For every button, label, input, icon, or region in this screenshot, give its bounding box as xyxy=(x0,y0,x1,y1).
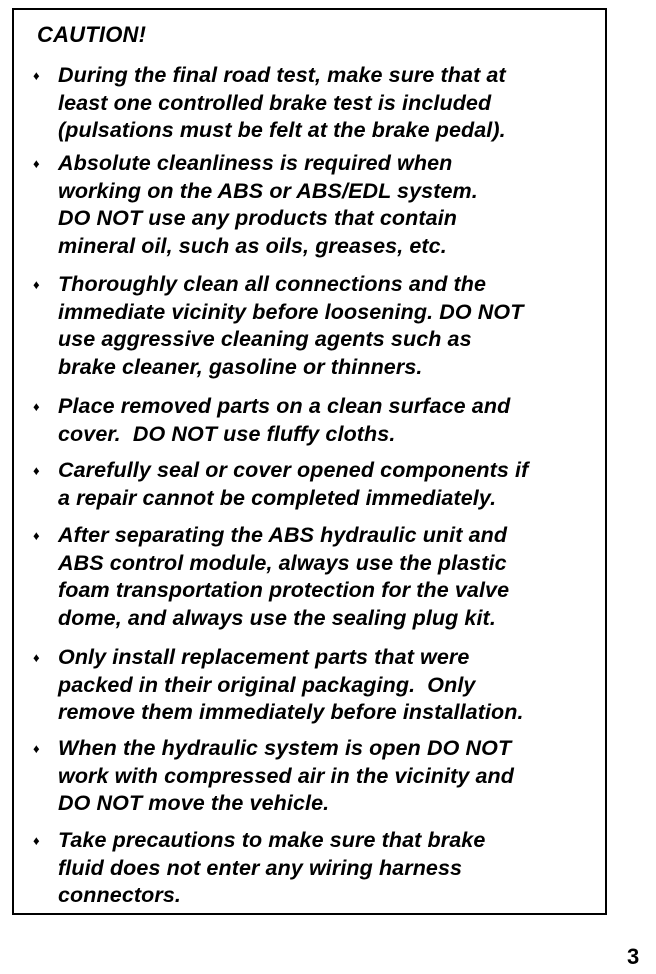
caution-item-text: Thoroughly clean all connections and the immediate vicinity before loosening. DO NOT use aggressive cleaning agents such as brake cleaner, gasoline or thinners. xyxy=(58,272,524,379)
caution-item-text: After separating the ABS hydraulic unit and ABS control module, always use the plastic foam transportation protection for the valve dome, and always use the sealing plug kit. xyxy=(58,523,510,630)
caution-item-text: Absolute cleanliness is required when working on the ABS or ABS/EDL system. DO NOT use any products that contain mineral oil, such as oils, greases, etc. xyxy=(58,151,478,258)
bullet-diamond-icon: ♦ xyxy=(33,68,40,83)
bullet-diamond-icon: ♦ xyxy=(33,399,40,414)
page-number: 3 xyxy=(627,944,640,969)
bullet-diamond-icon: ♦ xyxy=(33,156,40,171)
bullet-diamond-icon: ♦ xyxy=(33,650,40,665)
caution-box xyxy=(12,8,607,915)
caution-title: CAUTION! xyxy=(37,22,147,47)
bullet-diamond-icon: ♦ xyxy=(33,463,40,478)
caution-item-text: When the hydraulic system is open DO NOT work with compressed air in the vicinity and DO NOT move the vehicle. xyxy=(58,736,515,815)
caution-item-text: Only install replacement parts that were packed in their original packaging. Only remove them immediately before installation. xyxy=(58,645,524,724)
bullet-diamond-icon: ♦ xyxy=(33,833,40,848)
bullet-diamond-icon: ♦ xyxy=(33,277,40,292)
caution-item-text: Carefully seal or cover opened components if a repair cannot be completed immediately. xyxy=(58,458,529,510)
caution-item-text: During the final road test, make sure that at least one controlled brake test is included (pulsations must be felt at the brake pedal). xyxy=(58,63,506,142)
bullet-diamond-icon: ♦ xyxy=(33,741,40,756)
bullet-diamond-icon: ♦ xyxy=(33,528,40,543)
caution-item-text: Place removed parts on a clean surface and cover. DO NOT use fluffy cloths. xyxy=(58,394,511,446)
caution-item-text: Take precautions to make sure that brake fluid does not enter any wiring harness connectors. xyxy=(58,828,486,907)
